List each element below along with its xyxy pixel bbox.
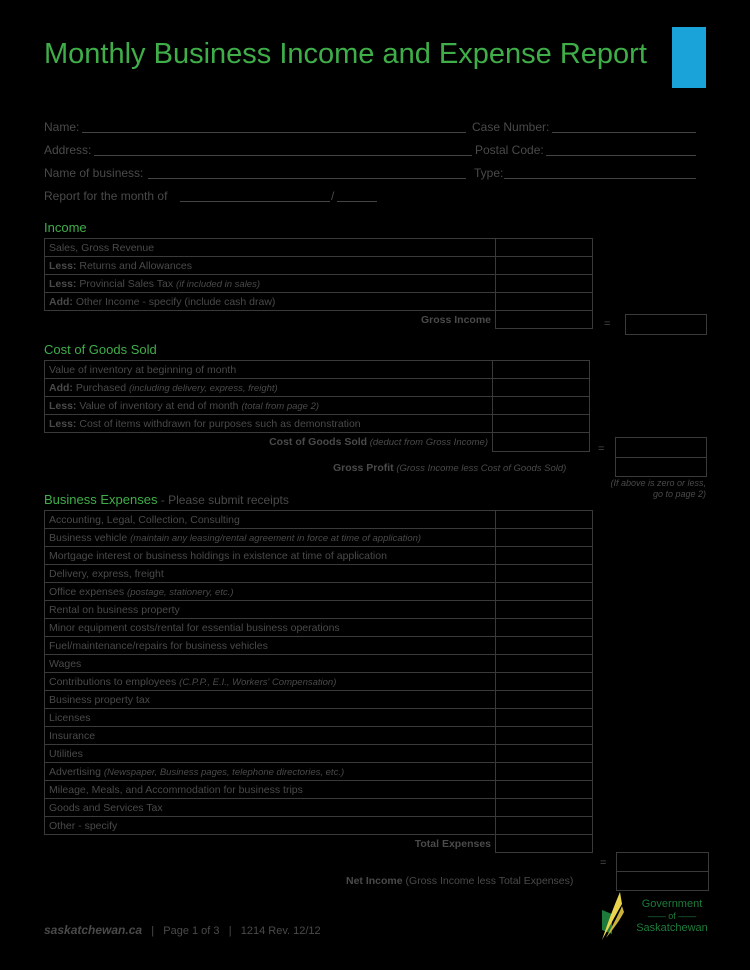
address-label: Address: (44, 143, 92, 157)
expense-row-label: Contributions to employees (C.P.P., E.I., Workers' Compensation) (45, 673, 496, 691)
cogs-row-label: Add: Purchased (including delivery, express, freight) (45, 379, 493, 397)
expense-row-label: Accounting, Legal, Collection, Consulting (45, 511, 496, 529)
expense-row (45, 637, 593, 655)
expense-row-label: Goods and Services Tax (45, 799, 496, 817)
expense-row-label: Licenses (45, 709, 496, 727)
expense-row-label: Business property tax (45, 691, 496, 709)
gross-income-total-box[interactable] (625, 314, 707, 335)
expense-row (45, 511, 593, 529)
expense-row-label: Mortgage interest or business holdings in existence at time of application (45, 547, 496, 565)
total-expenses-input[interactable] (496, 835, 593, 853)
footer-separator: | (151, 925, 155, 937)
expense-amount-input[interactable] (496, 691, 593, 709)
expense-row-label: Insurance (45, 727, 496, 745)
expense-row (45, 799, 593, 817)
income-amount-input[interactable] (496, 257, 593, 275)
gross-profit-label: Gross Profit (Gross Income less Cost of Goods Sold) (333, 462, 567, 474)
report-month-label: Report for the month of (44, 189, 168, 203)
cogs-row-label: Value of inventory at beginning of month (45, 361, 493, 379)
address-field[interactable] (94, 143, 472, 156)
expense-row (45, 655, 593, 673)
report-year-field[interactable] (337, 189, 377, 202)
income-row (45, 293, 593, 311)
cogs-total-label: Cost of Goods Sold (deduct from Gross Income) (45, 433, 493, 452)
total-expenses-box[interactable] (616, 852, 709, 872)
expense-amount-input[interactable] (496, 655, 593, 673)
income-row-label: Less: Provincial Sales Tax (if included in sales) (45, 275, 496, 293)
expense-row (45, 565, 593, 583)
cogs-row (45, 361, 590, 379)
cogs-total-box[interactable] (615, 437, 707, 458)
expense-row (45, 601, 593, 619)
expense-amount-input[interactable] (496, 565, 593, 583)
expense-row (45, 529, 593, 547)
expense-row (45, 727, 593, 745)
expense-row-label: Minor equipment costs/rental for essential business operations (45, 619, 496, 637)
cogs-row-label: Less: Value of inventory at end of month (total from page 2) (45, 397, 493, 415)
expense-amount-input[interactable] (496, 673, 593, 691)
cogs-amount-input[interactable] (493, 379, 590, 397)
cogs-row-label: Less: Cost of items withdrawn for purposes such as demonstration (45, 415, 493, 433)
income-row (45, 239, 593, 257)
footer-page: Page 1 of 3 (163, 925, 220, 937)
name-label: Name: (44, 120, 80, 134)
postal-code-field[interactable] (546, 143, 696, 156)
expense-row (45, 781, 593, 799)
footer-separator: | (228, 925, 232, 937)
expenses-heading: Business Expenses - Please submit receipts (44, 492, 289, 507)
expense-row-label: Other - specify (45, 817, 496, 835)
cogs-table (44, 360, 590, 452)
blue-accent-bar (672, 27, 706, 88)
expense-amount-input[interactable] (496, 727, 593, 745)
expense-amount-input[interactable] (496, 817, 593, 835)
expense-row (45, 547, 593, 565)
total-expenses-label: Total Expenses (45, 835, 496, 853)
name-field[interactable] (82, 120, 466, 133)
cogs-amount-input[interactable] (493, 397, 590, 415)
expense-amount-input[interactable] (496, 781, 593, 799)
gross-income-input[interactable] (496, 311, 593, 329)
income-row (45, 275, 593, 293)
expense-amount-input[interactable] (496, 619, 593, 637)
income-row-label: Less: Returns and Allowances (45, 257, 496, 275)
expense-row (45, 673, 593, 691)
expense-amount-input[interactable] (496, 601, 593, 619)
income-row (45, 257, 593, 275)
cogs-total-input[interactable] (493, 433, 590, 452)
expense-row-label: Wages (45, 655, 496, 673)
income-amount-input[interactable] (496, 239, 593, 257)
income-amount-input[interactable] (496, 293, 593, 311)
expense-row-label: Utilities (45, 745, 496, 763)
net-income-box[interactable] (616, 871, 709, 891)
equals-sign: = (600, 857, 607, 869)
expense-row-label: Business vehicle (maintain any leasing/rental agreement in force at time of application) (45, 529, 496, 547)
gross-profit-box[interactable] (615, 457, 707, 477)
expense-amount-input[interactable] (496, 547, 593, 565)
expense-row-label: Office expenses (postage, stationery, etc.) (45, 583, 496, 601)
business-name-label: Name of business: (44, 166, 144, 180)
income-amount-input[interactable] (496, 275, 593, 293)
footer (44, 923, 321, 937)
expense-amount-input[interactable] (496, 529, 593, 547)
page-title: Monthly Business Income and Expense Report (44, 38, 647, 70)
slash: / (331, 189, 335, 203)
expense-row (45, 691, 593, 709)
saskatchewan-wheat-logo-icon (600, 892, 630, 942)
income-row-label: Sales, Gross Revenue (45, 239, 496, 257)
expense-row (45, 709, 593, 727)
gross-income-label: Gross Income (45, 311, 496, 329)
footer-form-number: 1214 Rev. 12/12 (240, 925, 321, 937)
income-heading: Income (44, 220, 87, 235)
expense-amount-input[interactable] (496, 637, 593, 655)
expense-row-label: Delivery, express, freight (45, 565, 496, 583)
expense-row-label: Rental on business property (45, 601, 496, 619)
footer-site-link[interactable]: saskatchewan.ca (44, 923, 143, 937)
expense-row (45, 619, 593, 637)
expense-amount-input[interactable] (496, 799, 593, 817)
government-logo-text: Government —— of —— Saskatchewan (636, 898, 708, 934)
business-name-field[interactable] (148, 166, 466, 179)
expense-amount-input[interactable] (496, 763, 593, 781)
income-row-label: Add: Other Income - specify (include cash draw) (45, 293, 496, 311)
net-income-label: Net Income (Gross Income less Total Expenses) (346, 875, 574, 887)
equals-sign: = (598, 443, 605, 455)
expense-row-label: Advertising (Newspaper, Business pages, telephone directories, etc.) (45, 763, 496, 781)
case-number-field[interactable] (552, 120, 696, 133)
type-label: Type: (474, 166, 504, 180)
expense-row (45, 583, 593, 601)
report-month-field[interactable] (180, 189, 330, 202)
cogs-row (45, 379, 590, 397)
expense-row-label: Mileage, Meals, and Accommodation for business trips (45, 781, 496, 799)
cogs-heading: Cost of Goods Sold (44, 342, 157, 357)
expense-amount-input[interactable] (496, 511, 593, 529)
gross-profit-note: (If above is zero or less, go to page 2) (610, 478, 706, 499)
cogs-amount-input[interactable] (493, 415, 590, 433)
cogs-row (45, 415, 590, 433)
expense-amount-input[interactable] (496, 745, 593, 763)
case-number-label: Case Number: (472, 120, 550, 134)
income-table (44, 238, 593, 329)
expense-amount-input[interactable] (496, 709, 593, 727)
expenses-table (44, 510, 593, 853)
expense-amount-input[interactable] (496, 583, 593, 601)
expense-row (45, 817, 593, 835)
type-field[interactable] (504, 166, 696, 179)
expense-row-label: Fuel/maintenance/repairs for business vehicles (45, 637, 496, 655)
expense-row (45, 745, 593, 763)
cogs-amount-input[interactable] (493, 361, 590, 379)
expense-row (45, 763, 593, 781)
cogs-row (45, 397, 590, 415)
postal-code-label: Postal Code: (475, 143, 544, 157)
equals-sign: = (604, 318, 611, 330)
